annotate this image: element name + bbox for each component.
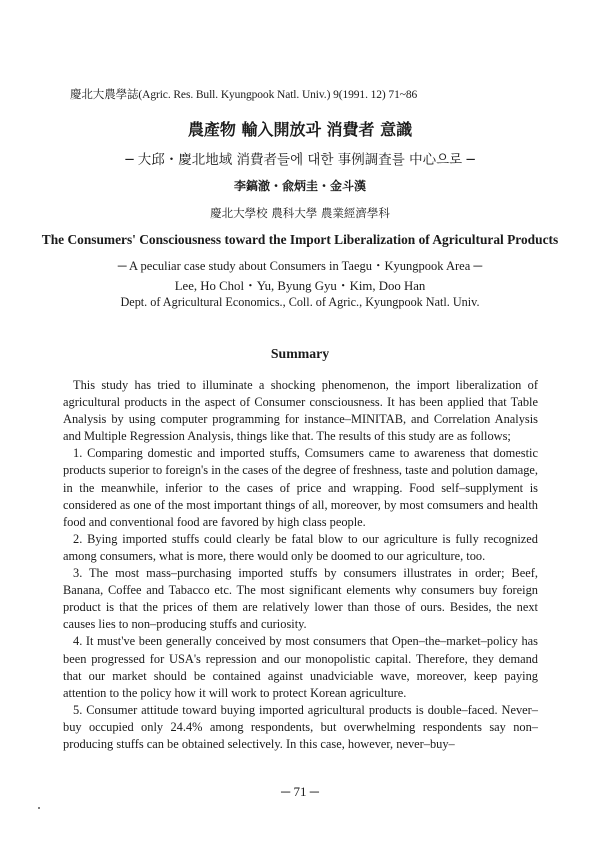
- english-authors: Lee, Ho Chol・Yu, Byung Gyu・Kim, Doo Han: [174, 279, 426, 293]
- summary-body: [63, 377, 538, 753]
- journal-citation: 慶北大農學誌(Agric. Res. Bull. Kyungpook Natl. Univ.) 9(1991. 12) 71~86: [70, 89, 418, 101]
- summary-heading: Summary: [270, 346, 330, 361]
- english-subtitle: ─ A peculiar case study about Consumers in Taegu・Kyungpook Area ─: [117, 259, 483, 273]
- summary-paragraph: 5. Consumer attitude toward buying imported agricultural products is double–faced. Never–buy occupied only 24.4% among respondents, but overwhelming respondents say non–producing stuffs can be obtained selectively. In this case, however, never–buy–: [63, 702, 538, 751]
- korean-title: 農產物 輸入開放과 消費者 意識: [187, 120, 413, 139]
- summary-paragraph: 1. Comparing domestic and imported stuffs, Comsumers came to awareness that domestic products superior to foreign's in the cases of the degree of freshness, taste and polution damage, in the meanwhile, inferior to the cases of price and wrapping. Food self–supplyment is considered as one of the most important things of all, moreover, by most comsumers and health food and conventional food are favored by high class people.: [63, 446, 538, 529]
- summary-paragraph: This study has tried to illuminate a shocking phenomenon, the import liberalization of agricultural products in the aspect of Consumer consciousness. It has been applied that Table Analysis by using computer programming for instance–MINITAB, and Correlation Analysis and Multiple Regression Analysis, things like that. The results of this study are as follows;: [63, 378, 538, 444]
- scan-speck: [38, 807, 40, 809]
- korean-authors: 李鎬澈・兪炳圭・金斗漢: [233, 179, 366, 193]
- korean-subtitle: ─ 大邱・慶北地域 消費者들에 대한 事例調査를 中心으로 ─: [125, 152, 475, 168]
- english-title: The Consumers' Consciousness toward the Import Liberalization of Agricultural Products: [41, 232, 559, 247]
- korean-affiliation: 慶北大學校 農科大學 農業經濟學科: [210, 206, 390, 220]
- english-affiliation: Dept. of Agricultural Economics., Coll. of Agric., Kyungpook Natl. Univ.: [120, 295, 480, 309]
- page-number: ─ 71 ─: [281, 784, 319, 799]
- summary-paragraph: 4. It must've been generally conceived by most consumers that Open–the–market–policy has been progressed for USA's repression and our monopolistic capital. Therefore, they demand that our market should be contained against unadviciable wave, moreover, keep paying attention to the policy how it will work to protect Korean agriculture.: [63, 634, 538, 700]
- summary-paragraph: 3. The most mass–purchasing imported stuffs by consumers illustrates in order; Beef, Banana, Coffee and Tabacco etc. The most significant elements why consumers buy foreign product is that the prices of them are relatively lower than those of ours. Besides, the next causes lies to non–producing stuffs and curiosity.: [63, 566, 538, 632]
- summary-paragraph: 2. Bying imported stuffs could clearly be fatal blow to our agriculture is fully recognized among consumers, what is more, there would only be doomed to our agriculture, too.: [63, 531, 538, 563]
